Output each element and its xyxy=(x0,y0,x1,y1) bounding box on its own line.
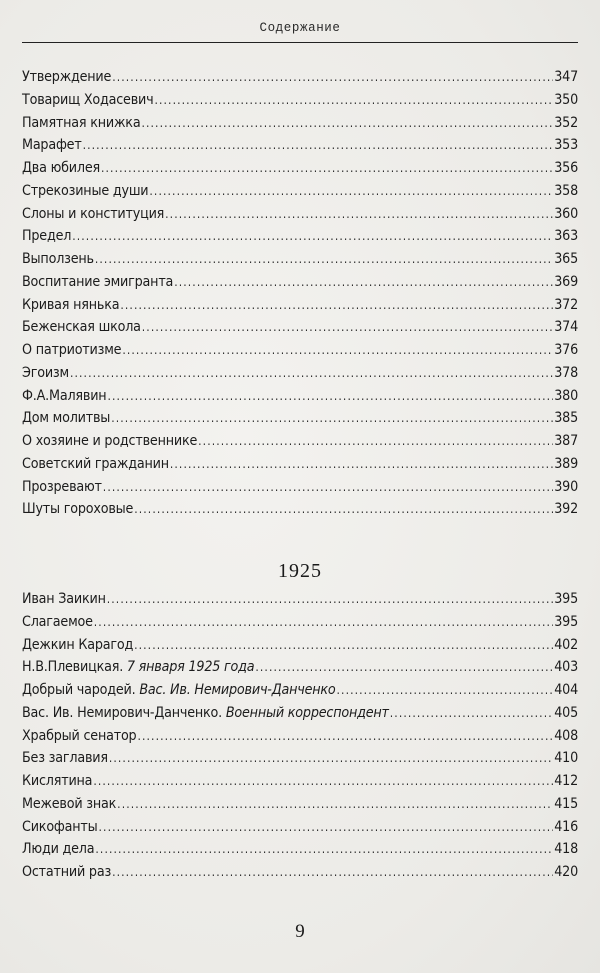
toc-entry[interactable] xyxy=(22,203,578,226)
toc-entry-page-number: 408 xyxy=(554,727,578,744)
dot-leader xyxy=(134,634,553,657)
dot-leader xyxy=(112,861,553,884)
toc-entry[interactable] xyxy=(22,89,578,112)
toc-entry[interactable] xyxy=(22,679,578,702)
toc-entry-page-number: 353 xyxy=(554,137,578,154)
toc-entry-title xyxy=(22,838,94,861)
toc-entry[interactable] xyxy=(22,407,578,430)
toc-entry-main-title: Утверждение xyxy=(22,69,112,85)
toc-entry-title xyxy=(22,679,336,702)
toc-entry-main-title: Дом молитвы xyxy=(22,410,111,427)
toc-entry-main-title: Советский гражданин xyxy=(22,455,169,472)
toc-entry-title xyxy=(22,588,106,611)
toc-entry[interactable] xyxy=(22,747,578,770)
toc-entry[interactable] xyxy=(22,861,578,884)
toc-entry[interactable] xyxy=(22,816,578,839)
toc-section-1925 xyxy=(22,588,578,884)
toc-entry-title xyxy=(22,134,82,157)
dot-leader xyxy=(111,407,553,430)
toc-entry-title xyxy=(22,385,106,408)
dot-leader xyxy=(109,747,553,770)
toc-entry-title xyxy=(22,453,169,476)
toc-entry-title xyxy=(22,271,173,294)
toc-entry-subtitle: Военный корреспондент xyxy=(225,704,389,721)
toc-entry[interactable] xyxy=(22,656,578,679)
toc-entry-title xyxy=(22,793,116,816)
toc-entry-main-title: Храбрый сенатор xyxy=(22,727,137,744)
toc-entry[interactable] xyxy=(22,430,578,453)
header-rule xyxy=(22,42,578,43)
toc-entry-title xyxy=(22,66,111,89)
toc-entry-main-title: Без заглавия xyxy=(22,750,108,767)
toc-entry-main-title: Памятная книжка xyxy=(22,114,141,131)
toc-entry-main-title: Кислятина xyxy=(22,773,93,789)
toc-entry-subtitle: 7 января 1925 года xyxy=(126,659,255,676)
toc-entry-main-title: Остатний раз xyxy=(22,864,112,880)
toc-entry-page-number: 360 xyxy=(554,205,578,222)
toc-entry-page-number: 416 xyxy=(554,818,578,835)
toc-entry-page-number: 374 xyxy=(554,319,578,336)
toc-entry-title xyxy=(22,339,121,362)
toc-entry-main-title: Эгоизм xyxy=(22,364,69,381)
toc-entry[interactable] xyxy=(22,339,578,362)
toc-entry-title xyxy=(22,498,133,521)
toc-entry-page-number: 369 xyxy=(554,273,578,290)
section-heading-year: 1925 xyxy=(278,560,322,582)
toc-entry-page-number: 404 xyxy=(554,682,578,698)
dot-leader xyxy=(93,770,553,793)
toc-entry-main-title: Беженская школа xyxy=(22,319,141,336)
dot-leader xyxy=(142,316,553,339)
toc-entry-main-title: О патриотизме xyxy=(22,342,122,358)
dot-leader xyxy=(112,66,553,89)
page-number: 9 xyxy=(295,921,305,942)
toc-entry[interactable] xyxy=(22,634,578,657)
dot-leader xyxy=(149,180,553,203)
toc-entry-page-number: 410 xyxy=(554,750,578,767)
toc-entry-title xyxy=(22,362,69,385)
dot-leader xyxy=(198,430,553,453)
dot-leader xyxy=(72,225,553,248)
toc-entry-page-number: 358 xyxy=(554,182,578,199)
toc-entry-page-number: 376 xyxy=(554,342,578,358)
dot-leader xyxy=(103,476,553,499)
toc-entry-page-number: 389 xyxy=(554,455,578,472)
toc-entry[interactable] xyxy=(22,112,578,135)
toc-entry-page-number: 403 xyxy=(554,659,578,676)
toc-entry-title xyxy=(22,430,197,453)
toc-entry[interactable] xyxy=(22,702,578,725)
dot-leader xyxy=(95,248,553,271)
toc-entry-subtitle: Вас. Ив. Немирович-Данченко xyxy=(139,682,336,698)
toc-entry-main-title: Стрекозиные души xyxy=(22,182,149,199)
dot-leader xyxy=(94,611,553,634)
toc-entry-page-number: 365 xyxy=(554,251,578,267)
toc-entry-page-number: 390 xyxy=(554,478,578,495)
toc-entry-page-number: 380 xyxy=(554,387,578,404)
dot-leader xyxy=(134,498,553,521)
dot-leader xyxy=(170,453,553,476)
dot-leader xyxy=(255,656,553,679)
toc-entry-title xyxy=(22,248,94,271)
toc-entry[interactable] xyxy=(22,385,578,408)
toc-entry-title xyxy=(22,112,140,135)
toc-entry-title xyxy=(22,656,254,679)
dot-leader xyxy=(165,203,553,226)
dot-leader xyxy=(99,816,554,839)
dot-leader xyxy=(174,271,553,294)
toc-entry-title xyxy=(22,476,102,499)
toc-entry-main-title: Добрый чародей. xyxy=(22,682,136,698)
toc-entry[interactable] xyxy=(22,725,578,748)
dot-leader xyxy=(95,838,553,861)
dot-leader xyxy=(122,339,553,362)
toc-entry-main-title: Дежкин Карагод xyxy=(22,636,134,653)
toc-entry[interactable] xyxy=(22,316,578,339)
toc-entry-title xyxy=(22,816,98,839)
toc-entry-page-number: 415 xyxy=(554,795,578,812)
toc-entry-page-number: 363 xyxy=(554,228,578,245)
toc-entry-page-number: 392 xyxy=(554,501,578,518)
dot-leader xyxy=(137,725,553,748)
toc-entry-page-number: 402 xyxy=(554,636,578,653)
dot-leader xyxy=(337,679,554,702)
toc-entry-title xyxy=(22,702,389,725)
toc-entry-page-number: 372 xyxy=(554,296,578,313)
toc-entry-page-number: 347 xyxy=(554,69,578,85)
dot-leader xyxy=(107,588,553,611)
toc-entry-main-title: Два юбилея xyxy=(22,160,100,176)
toc-entry-main-title: Слагаемое xyxy=(22,613,93,630)
toc-entry-main-title: Ф.А.Малявин xyxy=(22,387,107,404)
toc-entry-main-title: Сикофанты xyxy=(22,818,98,835)
toc-entry-main-title: Товарищ Ходасевич xyxy=(22,91,154,108)
toc-entry-page-number: 387 xyxy=(554,433,578,449)
toc-entry-title xyxy=(22,316,141,339)
toc-entry-title xyxy=(22,725,136,748)
toc-entry-page-number: 395 xyxy=(554,613,578,630)
toc-entry[interactable] xyxy=(22,770,578,793)
toc-entry[interactable] xyxy=(22,157,578,180)
toc-entry-title xyxy=(22,861,111,884)
toc-entry[interactable] xyxy=(22,134,578,157)
toc-entry[interactable] xyxy=(22,362,578,385)
toc-entry[interactable] xyxy=(22,271,578,294)
toc-entry-title xyxy=(22,770,92,793)
dot-leader xyxy=(107,385,553,408)
toc-entry-main-title: Шуты гороховые xyxy=(22,501,134,518)
dot-leader xyxy=(101,157,553,180)
toc-entry[interactable] xyxy=(22,294,578,317)
toc-entry-main-title: Н.В.Плевицкая. xyxy=(22,659,124,676)
dot-leader xyxy=(83,134,554,157)
toc-entry-title xyxy=(22,407,110,430)
dot-leader xyxy=(154,89,553,112)
toc-entry-main-title: Люди дела xyxy=(22,841,95,858)
dot-leader xyxy=(120,294,553,317)
toc-entry-page-number: 418 xyxy=(554,841,578,858)
toc-entry[interactable] xyxy=(22,498,578,521)
toc-entry-main-title: О хозяине и родственнике xyxy=(22,433,198,449)
dot-leader xyxy=(70,362,553,385)
toc-section-1924 xyxy=(22,66,578,521)
toc-entry-page-number: 412 xyxy=(554,773,578,789)
toc-entry-title xyxy=(22,157,100,180)
toc-entry-main-title: Иван Заикин xyxy=(22,591,106,607)
toc-entry[interactable] xyxy=(22,793,578,816)
toc-entry-title xyxy=(22,89,153,112)
toc-entry-main-title: Воспитание эмигранта xyxy=(22,273,174,290)
toc-entry-page-number: 385 xyxy=(554,410,578,427)
toc-entry-title xyxy=(22,747,108,770)
toc-entry[interactable] xyxy=(22,588,578,611)
toc-entry-main-title: Вас. Ив. Немирович-Данченко. xyxy=(22,704,222,721)
toc-entry-title xyxy=(22,225,71,248)
toc-entry[interactable] xyxy=(22,180,578,203)
toc-entry-title xyxy=(22,634,133,657)
dot-leader xyxy=(117,793,553,816)
toc-entry[interactable] xyxy=(22,453,578,476)
toc-entry[interactable] xyxy=(22,225,578,248)
toc-entry-main-title: Межевой знак xyxy=(22,795,117,812)
toc-entry-page-number: 378 xyxy=(554,364,578,381)
toc-entry-title xyxy=(22,611,93,634)
toc-entry-page-number: 420 xyxy=(554,864,578,880)
running-head: Содержание xyxy=(259,21,341,35)
toc-entry-page-number: 405 xyxy=(554,704,578,721)
toc-entry[interactable] xyxy=(22,838,578,861)
toc-entry[interactable] xyxy=(22,66,578,89)
toc-entry-page-number: 356 xyxy=(554,160,578,176)
toc-entry-title xyxy=(22,294,119,317)
toc-entry[interactable] xyxy=(22,248,578,271)
toc-entry-main-title: Выползень xyxy=(22,251,94,267)
toc-entry-main-title: Предел xyxy=(22,228,72,245)
toc-entry-page-number: 352 xyxy=(554,114,578,131)
toc-entry-main-title: Прозревают xyxy=(22,478,102,495)
toc-entry[interactable] xyxy=(22,476,578,499)
toc-entry-main-title: Слоны и конституция xyxy=(22,205,165,222)
toc-entry[interactable] xyxy=(22,611,578,634)
toc-entry-title xyxy=(22,203,164,226)
toc-entry-main-title: Кривая нянька xyxy=(22,296,120,313)
dot-leader xyxy=(390,702,553,725)
toc-entry-main-title: Марафет xyxy=(22,137,82,154)
toc-entry-title xyxy=(22,180,148,203)
toc-entry-page-number: 395 xyxy=(554,591,578,607)
toc-entry-page-number: 350 xyxy=(554,91,578,108)
dot-leader xyxy=(141,112,553,135)
